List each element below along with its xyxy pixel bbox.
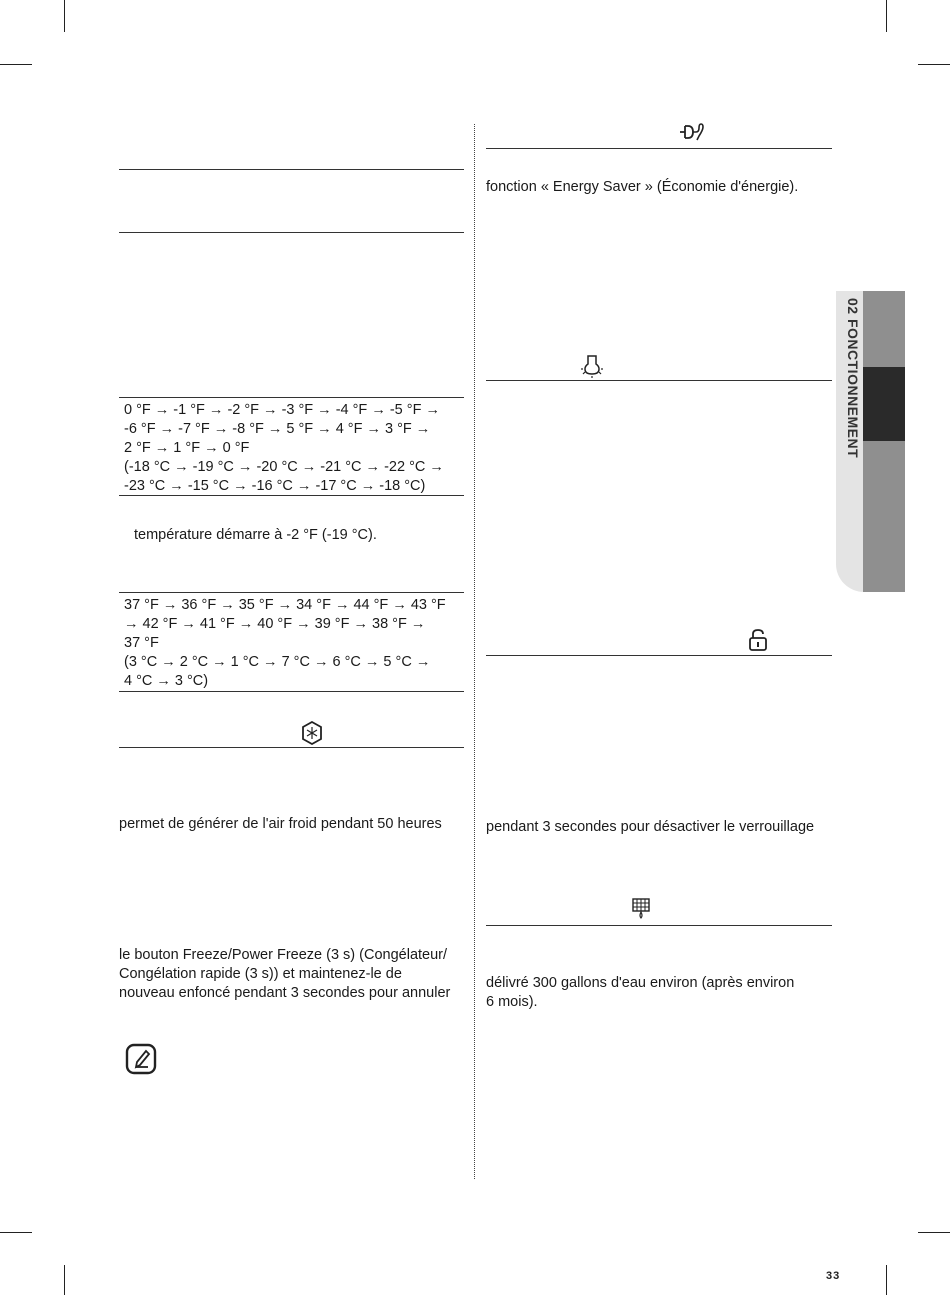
light-bulb-icon bbox=[580, 352, 604, 378]
filter-reset-icon bbox=[631, 897, 651, 921]
rule bbox=[486, 148, 832, 149]
page-number: 33 bbox=[826, 1270, 841, 1282]
chapter-tab-block bbox=[863, 291, 905, 367]
sequence-line: (-18 °C → -19 °C → -20 °C → -21 °C → -22 °C → bbox=[124, 459, 444, 475]
crop-mark bbox=[886, 0, 887, 32]
crop-mark bbox=[886, 1265, 887, 1295]
filter-text-line: délivré 300 gallons d'eau environ (après environ bbox=[486, 975, 795, 991]
power-freeze-icon bbox=[300, 721, 324, 745]
crop-mark bbox=[0, 1232, 32, 1233]
crop-mark bbox=[918, 1232, 950, 1233]
sequence-line: 37 °F bbox=[124, 635, 159, 651]
lock-icon bbox=[748, 628, 768, 652]
power-freeze-text: permet de générer de l'air froid pendant 50 heures bbox=[119, 816, 442, 832]
rule bbox=[486, 655, 832, 656]
rule bbox=[119, 747, 464, 748]
energy-saver-text: fonction « Energy Saver » (Économie d'énergie). bbox=[486, 179, 799, 195]
rule bbox=[119, 169, 464, 170]
crop-mark bbox=[64, 1265, 65, 1295]
rule bbox=[119, 691, 464, 692]
rule bbox=[119, 397, 464, 398]
lock-text: pendant 3 secondes pour désactiver le verrouillage bbox=[486, 819, 815, 835]
sequence-line: 37 °F → 36 °F → 35 °F → 34 °F → 44 °F → 43 °F bbox=[124, 597, 446, 613]
sequence-line: -23 °C → -15 °C → -16 °C → -17 °C → -18 °C) bbox=[124, 478, 426, 494]
rule bbox=[486, 925, 832, 926]
chapter-tab-label: 02 FONCTIONNEMENT bbox=[845, 298, 861, 459]
sequence-line: 2 °F → 1 °F → 0 °F bbox=[124, 440, 250, 456]
sequence-line: (3 °C → 2 °C → 1 °C → 7 °C → 6 °C → 5 °C → bbox=[124, 654, 431, 670]
rule bbox=[119, 592, 464, 593]
rule bbox=[119, 232, 464, 233]
note-pencil-icon bbox=[125, 1043, 157, 1075]
power-freeze-cancel-line: Congélation rapide (3 s)) et maintenez-le de bbox=[119, 966, 402, 982]
energy-saver-icon bbox=[678, 121, 706, 143]
sequence-line: 4 °C → 3 °C) bbox=[124, 673, 209, 689]
chapter-tab-active-block bbox=[863, 367, 905, 441]
start-temperature-text: température démarre à -2 °F (-19 °C). bbox=[134, 527, 377, 543]
power-freeze-cancel-line: le bouton Freeze/Power Freeze (3 s) (Congélateur/ bbox=[119, 947, 448, 963]
crop-mark bbox=[64, 0, 65, 32]
column-divider bbox=[474, 124, 475, 1179]
sequence-line: → 42 °F → 41 °F → 40 °F → 39 °F → 38 °F → bbox=[124, 616, 426, 632]
rule bbox=[119, 495, 464, 496]
rule bbox=[486, 380, 832, 381]
chapter-tab-block bbox=[863, 441, 905, 592]
power-freeze-cancel-line: nouveau enfoncé pendant 3 secondes pour annuler bbox=[119, 985, 451, 1001]
crop-mark bbox=[918, 64, 950, 65]
crop-mark bbox=[0, 64, 32, 65]
sequence-line: -6 °F → -7 °F → -8 °F → 5 °F → 4 °F → 3 °F → bbox=[124, 421, 431, 437]
sequence-line: 0 °F → -1 °F → -2 °F → -3 °F → -4 °F → -5 °F → bbox=[124, 402, 440, 418]
filter-text-line: 6 mois). bbox=[486, 994, 538, 1010]
